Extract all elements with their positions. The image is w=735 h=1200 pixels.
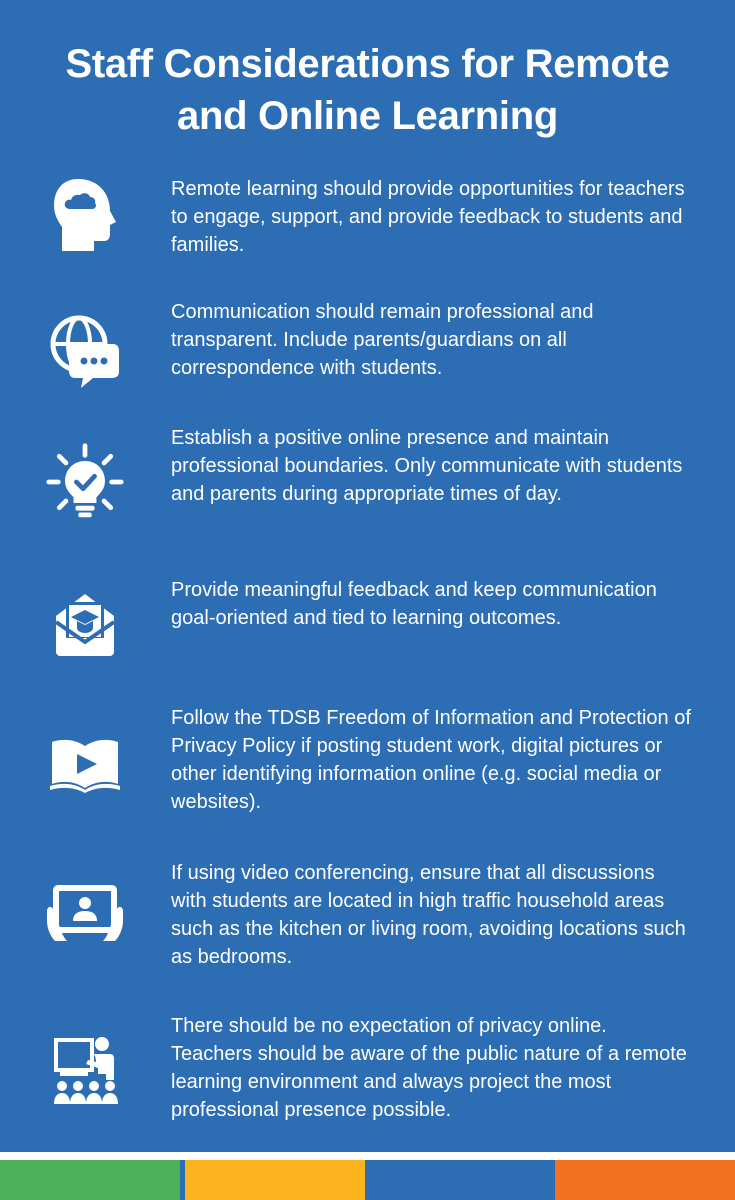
- orange-bar: [555, 1160, 735, 1200]
- item-text: Communication should remain professional and transparent. Include parents/guardians on all correspondence with students.: [171, 301, 594, 379]
- item-text: Provide meaningful feedback and keep communication goal-oriented and tied to learning outcomes.: [171, 579, 657, 629]
- item-text: Follow the TDSB Freedom of Information and Protection of Privacy Policy if posting student work, digital pictures or other identifying information online (e.g. social media or websites).: [171, 707, 691, 813]
- footer-divider: [0, 1152, 735, 1160]
- page-title: [0, 38, 735, 142]
- item-text: Establish a positive online presence and maintain professional boundaries. Only communicate with students and parents during appropriate times of day.: [171, 427, 683, 505]
- title-line-2: and Online Learning: [177, 94, 558, 138]
- item-text: Remote learning should provide opportunities for teachers to engage, support, and provide feedback to students and families.: [171, 178, 685, 256]
- tablet-video-call-icon: [45, 873, 125, 953]
- green-bar: [0, 1160, 180, 1200]
- book-play-icon: [45, 724, 125, 804]
- item-text: If using video conferencing, ensure that all discussions with students are located in high traffic household areas such as the kitchen or living room, avoiding locations such as bedrooms.: [171, 862, 686, 968]
- teacher-classroom-icon: [45, 1030, 125, 1110]
- envelope-graduation-icon: [45, 582, 125, 662]
- item-text: There should be no expectation of privacy online. Teachers should be aware of the public nature of a remote learning environment and always project the most professional presence possible.: [171, 1015, 687, 1121]
- head-cloud-icon: [45, 175, 125, 255]
- yellow-bar: [185, 1160, 365, 1200]
- title-line-1: Staff Considerations for Remote: [65, 42, 670, 86]
- footer-color-bars: [0, 1160, 735, 1200]
- globe-chat-icon: [45, 312, 125, 392]
- lightbulb-check-icon: [45, 442, 125, 522]
- blue-bar: [370, 1160, 550, 1200]
